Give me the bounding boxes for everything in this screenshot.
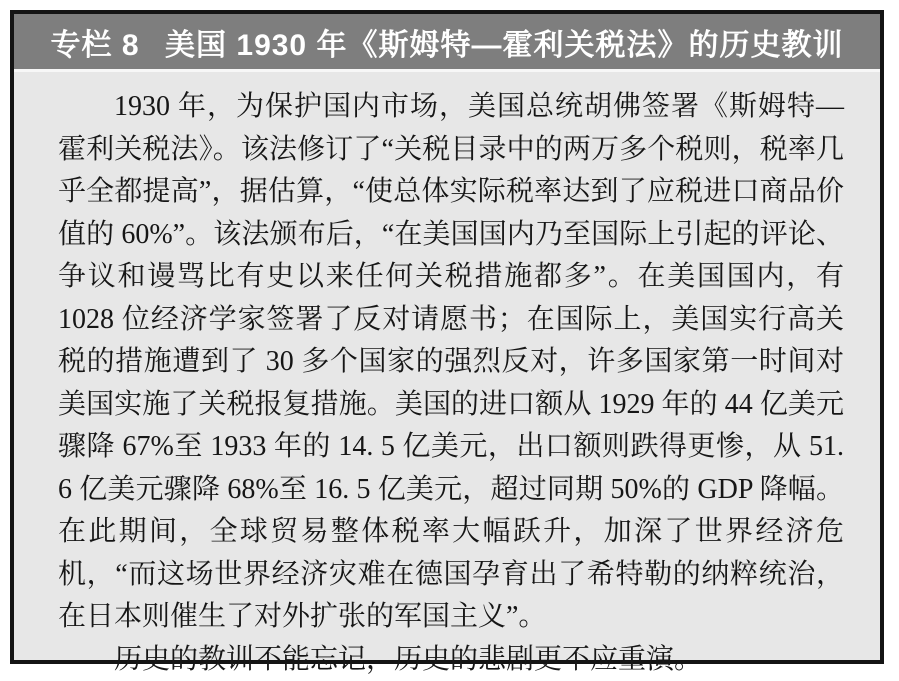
column-title: 美国 1930 年《斯姆特—霍利关税法》的历史教训: [165, 20, 843, 64]
body-paragraph-main: 1930 年，为保护国内市场，美国总统胡佛签署《斯姆特—霍利关税法》。该法修订了“关税目录中的两万多个税则，税率几乎全都提高”，据估算，“使总体实际税率达到了应税进口商品价值的 60%”。该法颁布后，“在美国国内乃至国际上引起的评论、争议和谩骂比有史以来任何关税措施都多”。在美国国内，有 1028 位经济学家签署了反对请愿书；在国际上，美国实行高关税的措施遭到了 30 多个国家的强烈反对，许多国家第一时间对美国实施了关税报复措施。美国的进口额从 1929 年的 44 亿美元骤降 67%至 1933 年的 14. 5 亿美元，出口额则跌得更惨，从 51. 6 亿美元骤降 68%至 16. 5 亿美元，超过同期 50%的 GDP 降幅。在此期间，全球贸易整体税率大幅跃升，加深了世界经济危机，“而这场世界经济灾难在德国孕育出了希特勒的纳粹统治，在日本则催生了对外扩张的军国主义”。: [58, 86, 844, 639]
column-box-panel: [10, 10, 884, 664]
column-number-label: 专栏 8: [51, 20, 140, 64]
body-paragraph-conclusion: 历史的教训不能忘记，历史的悲剧更不应重演。: [58, 639, 844, 681]
column-header-bar: [14, 14, 880, 72]
column-body: [14, 72, 880, 660]
